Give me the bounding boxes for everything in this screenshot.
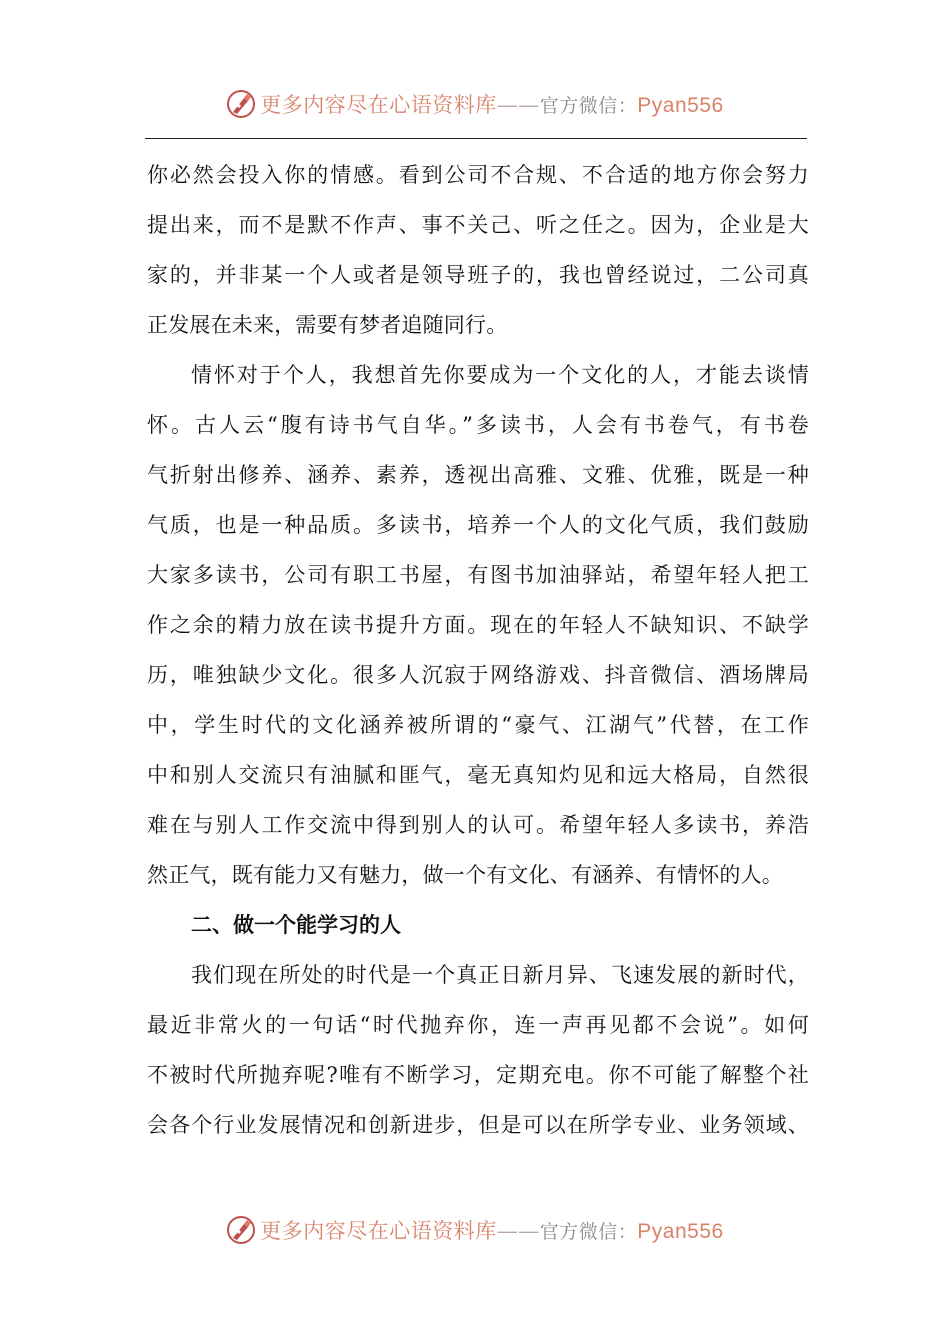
text-line: 怀。古人云“腹有诗书气自华。”多读书，人会有书卷气，有书卷 <box>147 413 809 437</box>
text-line: 气质，也是一种品质。多读书，培养一个人的文化气质，我们鼓励 <box>147 513 809 537</box>
text-line: 不被时代所抛弃呢?唯有不断学习，定期充电。你不可能了解整个社 <box>147 1063 809 1087</box>
footer-watermark <box>0 1208 950 1252</box>
text-line: 历，唯独缺少文化。很多人沉寂于网络游戏、抖音微信、酒场牌局 <box>147 663 809 687</box>
text-line: 情怀对于个人，我想首先你要成为一个文化的人，才能去谈情 <box>191 363 809 387</box>
document-body <box>147 150 809 1150</box>
watermark-separator: —— <box>496 1219 540 1243</box>
watermark-wechat-id: Pyan556 <box>637 1220 724 1243</box>
text-line: 气折射出修养、涵养、素养，透视出高雅、文雅、优雅，既是一种 <box>147 463 809 487</box>
text-line: 中和别人交流只有油腻和匪气，毫无真知灼见和远大格局，自然很 <box>147 763 809 787</box>
text-line: 提出来，而不是默不作声、事不关己、听之任之。因为，企业是大 <box>147 213 809 237</box>
header-watermark <box>0 82 950 126</box>
watermark-main-text: 更多内容尽在心语资料库 <box>260 1219 497 1243</box>
watermark-text <box>260 1215 723 1245</box>
text-line: 会各个行业发展情况和创新进步，但是可以在所学专业、业务领域、 <box>147 1113 809 1137</box>
pen-nib-circle-icon <box>226 89 256 119</box>
watermark-wechat-id: Pyan556 <box>637 94 724 117</box>
text-line: 正发展在未来，需要有梦者追随同行。 <box>147 313 508 337</box>
text-line: 家的，并非某一个人或者是领导班子的，我也曾经说过，二公司真 <box>147 263 809 287</box>
paragraph-1 <box>147 150 809 350</box>
text-line: 我们现在所处的时代是一个真正日新月异、飞速发展的新时代， <box>191 963 809 987</box>
watermark-wechat-label: 官方微信： <box>539 95 638 117</box>
paragraph-2 <box>147 350 809 900</box>
text-line: 你必然会投入你的情感。看到公司不合规、不合适的地方你会努力 <box>147 163 809 187</box>
watermark-text <box>260 89 723 119</box>
pen-nib-circle-icon <box>226 1215 256 1245</box>
text-line: 大家多读书，公司有职工书屋，有图书加油驿站，希望年轻人把工 <box>147 563 809 587</box>
text-line: 难在与别人工作交流中得到别人的认可。希望年轻人多读书，养浩 <box>147 813 809 837</box>
section-heading: 二、做一个能学习的人 <box>191 913 401 937</box>
watermark-main-text: 更多内容尽在心语资料库 <box>260 93 497 117</box>
text-line: 作之余的精力放在读书提升方面。现在的年轻人不缺知识、不缺学 <box>147 613 809 637</box>
watermark-separator: —— <box>496 93 540 117</box>
header-divider <box>145 138 807 139</box>
text-line: 最近非常火的一句话“时代抛弃你，连一声再见都不会说”。如何 <box>147 1013 809 1037</box>
watermark-wechat-label: 官方微信： <box>539 1221 638 1243</box>
text-line: 中，学生时代的文化涵养被所谓的“豪气、江湖气”代替，在工作 <box>147 713 809 737</box>
paragraph-3 <box>147 950 809 1150</box>
text-line: 然正气，既有能力又有魅力，做一个有文化、有涵养、有情怀的人。 <box>147 863 783 887</box>
